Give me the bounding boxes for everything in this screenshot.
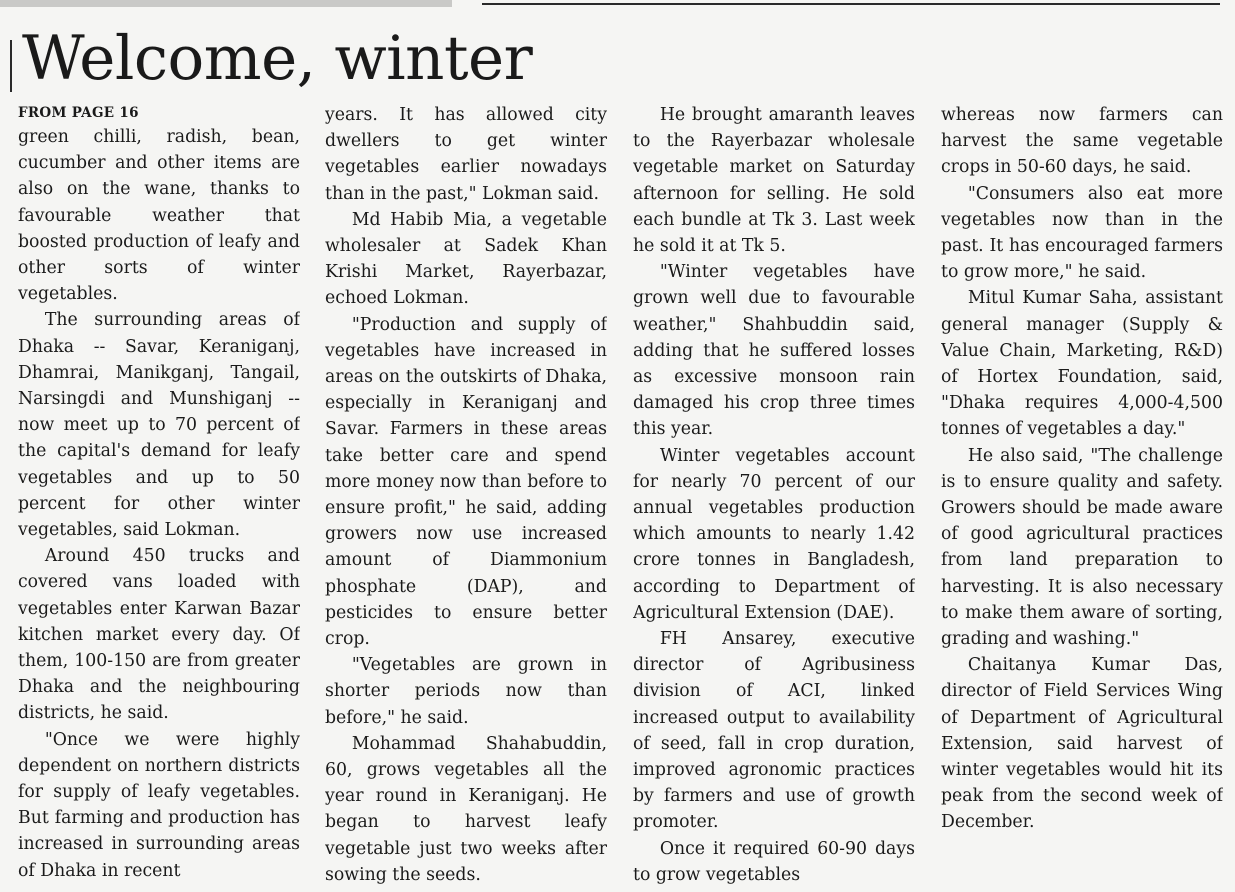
- paragraph: "Consumers also eat more vegetables now than in the past. It has encouraged farmers to grow more," he said.: [941, 183, 1223, 283]
- paragraph: "Winter vegetables have grown well due to favourable weather," Shahbuddin said, adding that he suffered losses as excessive monsoon rain damaged his crop three times this year.: [633, 262, 915, 440]
- article-column-4: [941, 102, 1223, 892]
- headline: Welcome, winter: [22, 23, 533, 94]
- paragraph: The surrounding areas of Dhaka -- Savar, Keraniganj, Dhamrai, Manikganj, Tangail, Narsingdi and Munshiganj -- now meet up to 70 percent of the capital's demand for leafy vegetables and up to 50 percent for other winter vegetables, said Lokman.: [18, 310, 300, 541]
- paragraph: Md Habib Mia, a vegetable wholesaler at Sadek Khan Krishi Market, Rayerbazar, echoed Lokman.: [325, 209, 607, 309]
- paragraph: Mitul Kumar Saha, assistant general manager (Supply & Value Chain, Marketing, R&D) of Hortex Foundation, said, "Dhaka requires 4,000-4,500 tonnes of vegetables a day.": [941, 288, 1223, 440]
- headline-side-rule: [10, 40, 12, 92]
- paragraph: "Vegetables are grown in shorter periods now than before," he said.: [325, 655, 607, 728]
- top-gray-bar: [0, 0, 452, 7]
- paragraph: "Production and supply of vegetables have increased in areas on the outskirts of Dhaka, especially in Keraniganj and Savar. Farmers in these areas take better care and spend more money now than before to ensure profit," he said, adding growers now use increased amount of Diammonium phosphate (DAP), and pesticides to ensure better crop.: [325, 314, 607, 650]
- paragraph: He also said, "The challenge is to ensure quality and safety. Growers should be made aware of good agricultural practices from land preparation to harvesting. It is also necessary to make them aware of sorting, grading and washing.": [941, 445, 1223, 650]
- paragraph: Chaitanya Kumar Das, director of Field Services Wing of Department of Agricultural Extension, said harvest of winter vegetables would hit its peak from the second week of December.: [941, 655, 1223, 833]
- kicker: FROM PAGE 16: [18, 105, 139, 121]
- paragraph: whereas now farmers can harvest the same vegetable crops in 50-60 days, he said.: [941, 105, 1223, 178]
- top-rule: [482, 3, 1220, 5]
- paragraph: green chilli, radish, bean, cucumber and other items are also on the wane, thanks to favourable weather that boosted production of leafy and other sorts of winter vegetables.: [18, 127, 300, 305]
- paragraph: FH Ansarey, executive director of Agribusiness division of ACI, linked increased output to availability of seed, fall in crop duration, improved agronomic practices by farmers and use of growth promoter.: [633, 629, 915, 833]
- paragraph: Once it required 60-90 days to grow vegetables: [633, 838, 915, 885]
- paragraph: years. It has allowed city dwellers to get winter vegetables earlier nowadays than in the past," Lokman said.: [325, 105, 607, 204]
- article-column-1: [18, 102, 300, 892]
- paragraph: Around 450 trucks and covered vans loaded with vegetables enter Karwan Bazar kitchen market every day. Of them, 100-150 are from greater Dhaka and the neighbouring districts, he said.: [18, 546, 300, 724]
- article-column-3: [633, 102, 915, 892]
- article-column-2: [325, 102, 607, 892]
- paragraph: Winter vegetables account for nearly 70 percent of our annual vegetables production which amounts to nearly 1.42 crore tonnes in Bangladesh, according to Department of Agricultural Extension (DAE).: [633, 445, 915, 623]
- paragraph: Mohammad Shahabuddin, 60, grows vegetables all the year round in Keraniganj. He began to harvest leafy vegetable just two weeks after sowing the seeds.: [325, 733, 607, 885]
- paragraph: He brought amaranth leaves to the Rayerbazar wholesale vegetable market on Saturday afternoon for selling. He sold each bundle at Tk 3. Last week he sold it at Tk 5.: [633, 105, 915, 257]
- paragraph: "Once we were highly dependent on northern districts for supply of leafy vegetables. But farming and production has increased in surrounding areas of Dhaka in recent: [18, 729, 300, 881]
